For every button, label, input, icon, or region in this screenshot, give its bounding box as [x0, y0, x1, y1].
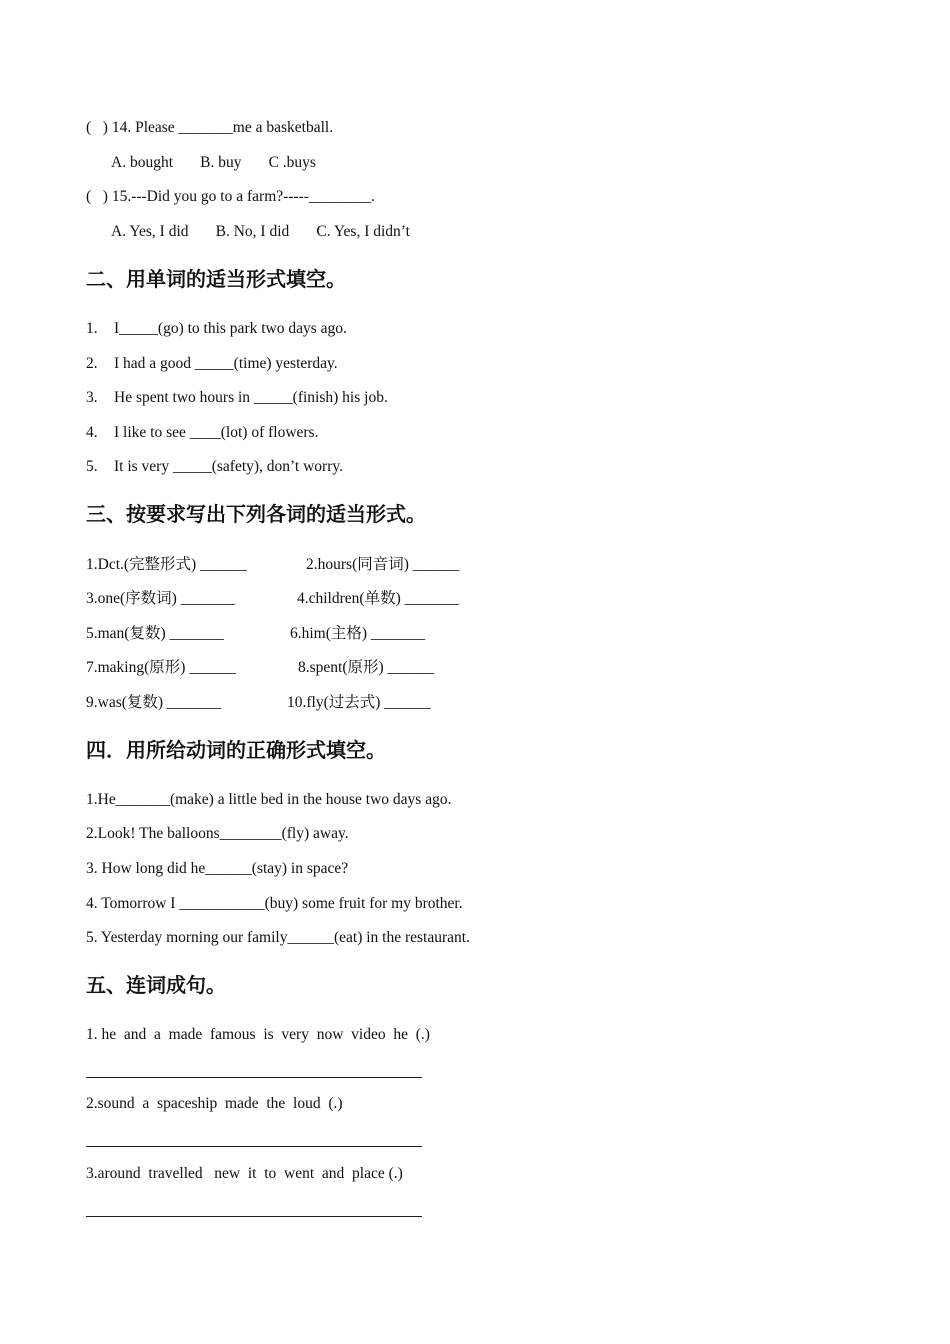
- answer-line: [86, 1077, 422, 1078]
- list-item: 2.Look! The balloons________(fly) away.: [86, 825, 349, 842]
- answer-line: [86, 1146, 422, 1147]
- word-form-item: 1.Dct.(完整形式) ______: [86, 556, 247, 573]
- section-4-title: 四．用所给动词的正确形式填空。: [86, 738, 386, 762]
- list-item: 4. I like to see ____(lot) of flowers.: [86, 424, 319, 441]
- word-form-item: 10.fly(过去式) ______: [287, 694, 431, 711]
- list-item: 1. he and a made famous is very now video he (.): [86, 1026, 430, 1043]
- question-15-options: A. Yes, I did B. No, I did C. Yes, I didn’t: [111, 223, 410, 240]
- list-item: 2. I had a good _____(time) yesterday.: [86, 355, 338, 372]
- question-14-stem: ( ) 14. Please _______me a basketball.: [86, 119, 334, 136]
- word-form-item: 4.children(单数) _______: [297, 590, 459, 607]
- section-5-title: 五、连词成句。: [86, 973, 226, 997]
- list-item: 4. Tomorrow I ___________(buy) some fruit for my brother.: [86, 895, 463, 912]
- list-item: 1.He_______(make) a little bed in the house two days ago.: [86, 791, 452, 808]
- list-item: 3.around travelled new it to went and place (.): [86, 1165, 403, 1182]
- list-item: 2.sound a spaceship made the loud (.): [86, 1095, 343, 1112]
- section-3-title: 三、按要求写出下列各词的适当形式。: [86, 502, 426, 526]
- list-item: 1. I_____(go) to this park two days ago.: [86, 320, 347, 337]
- list-item: 3. He spent two hours in _____(finish) his job.: [86, 389, 388, 406]
- question-14-options: A. bought B. buy C .buys: [111, 154, 316, 171]
- word-form-item: 5.man(复数) _______: [86, 625, 224, 642]
- word-form-item: 6.him(主格) _______: [290, 625, 426, 642]
- word-form-item: 3.one(序数词) _______: [86, 590, 235, 607]
- section-2-title: 二、用单词的适当形式填空。: [86, 267, 346, 291]
- word-form-item: 9.was(复数) _______: [86, 694, 222, 711]
- list-item: 5. It is very _____(safety), don’t worry.: [86, 458, 344, 475]
- word-form-item: 7.making(原形) ______: [86, 659, 236, 676]
- list-item: 5. Yesterday morning our family______(eat) in the restaurant.: [86, 929, 470, 946]
- answer-line: [86, 1216, 422, 1217]
- word-form-item: 2.hours(同音词) ______: [306, 556, 460, 573]
- question-15-stem: ( ) 15.---Did you go to a farm?-----________.: [86, 188, 375, 205]
- word-form-item: 8.spent(原形) ______: [298, 659, 435, 676]
- list-item: 3. How long did he______(stay) in space?: [86, 860, 349, 877]
